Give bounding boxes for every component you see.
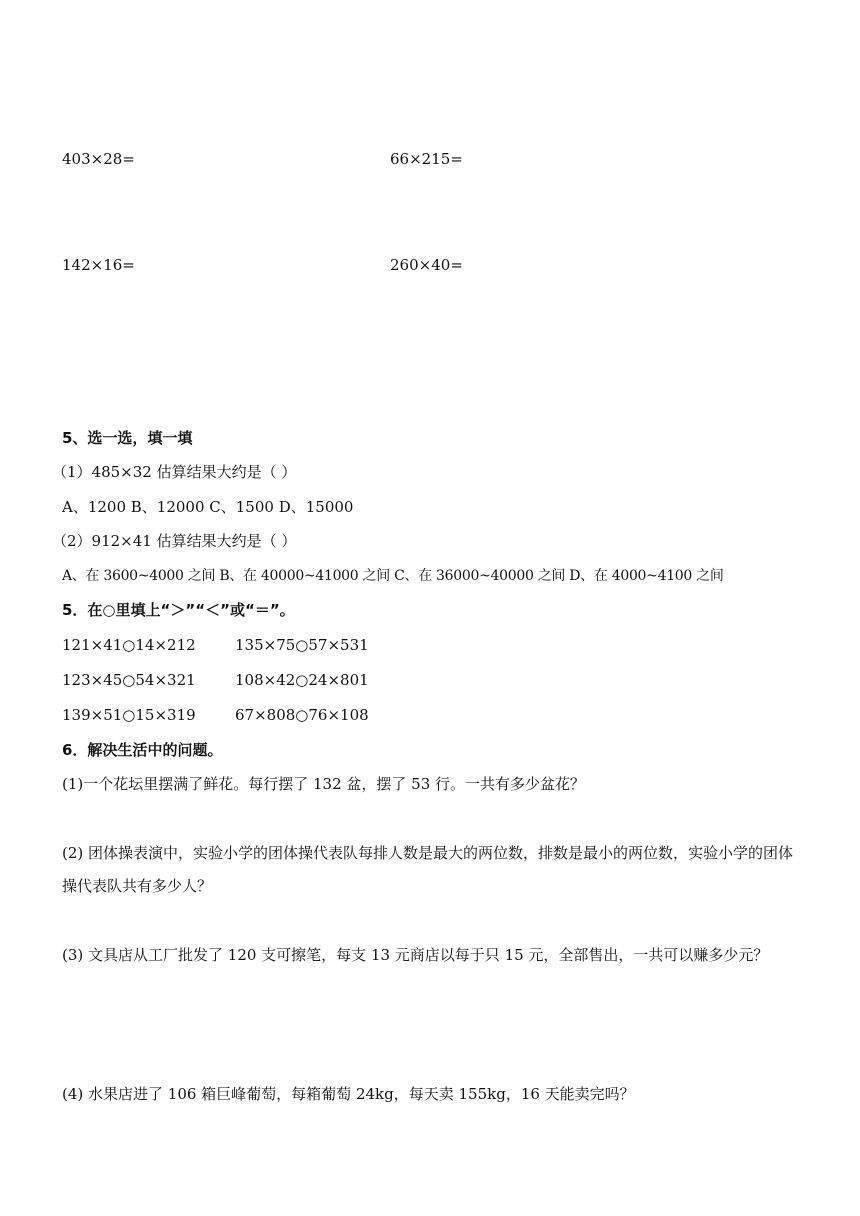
problem-4: (4) 水果店进了 106 箱巨峰葡萄，每箱葡萄 24kg，每天卖 155kg，16 天能卖完吗？ (62, 1085, 635, 1103)
compare-row-1a: 121×41○14×212 (62, 636, 196, 654)
compare-row-2b: 108×42○24×801 (235, 671, 369, 689)
problem-3: (3) 文具店从工厂批发了 120 支可擦笔，每支 13 元商店以每于只 15 元，全部售出，一共可以赚多少元？ (62, 946, 769, 964)
section-5-compare-title: 5．在○里填上“＞”“＜”或“＝”。 (62, 601, 295, 619)
compare-row-3a: 139×51○15×319 (62, 706, 196, 724)
question-2-options: A、在 3600~4000 之间 B、在 40000~41000 之间 C、在 36000~40000 之间 D、在 4000~4100 之间 (62, 568, 724, 584)
calc-142x16: 142×16= (62, 256, 135, 274)
calc-66x215: 66×215= (390, 150, 463, 168)
compare-row-3b: 67×808○76×108 (235, 706, 369, 724)
question-1-options: A、1200 B、12000 C、1500 D、15000 (62, 498, 354, 516)
calc-260x40: 260×40= (390, 256, 463, 274)
problem-2: (2) 团体操表演中，实验小学的团体操代表队每排人数是最大的两位数，排数是最小的两位数，实验小学的团体操代表队共有多少人？ (62, 844, 794, 895)
section-5-title: 5、选一选，填一填 (62, 429, 193, 447)
calc-403x28: 403×28= (62, 150, 135, 168)
section-6-title: 6．解决生活中的问题。 (62, 741, 223, 759)
compare-row-2a: 123×45○54×321 (62, 671, 196, 689)
problem-1: (1)一个花坛里摆满了鲜花。每行摆了 132 盆，摆了 53 行。一共有多少盆花？ (62, 775, 586, 793)
question-2: （2）912×41 估算结果大约是（ ） (52, 532, 297, 550)
question-1: （1）485×32 估算结果大约是（ ） (52, 463, 297, 481)
compare-row-1b: 135×75○57×531 (235, 636, 369, 654)
